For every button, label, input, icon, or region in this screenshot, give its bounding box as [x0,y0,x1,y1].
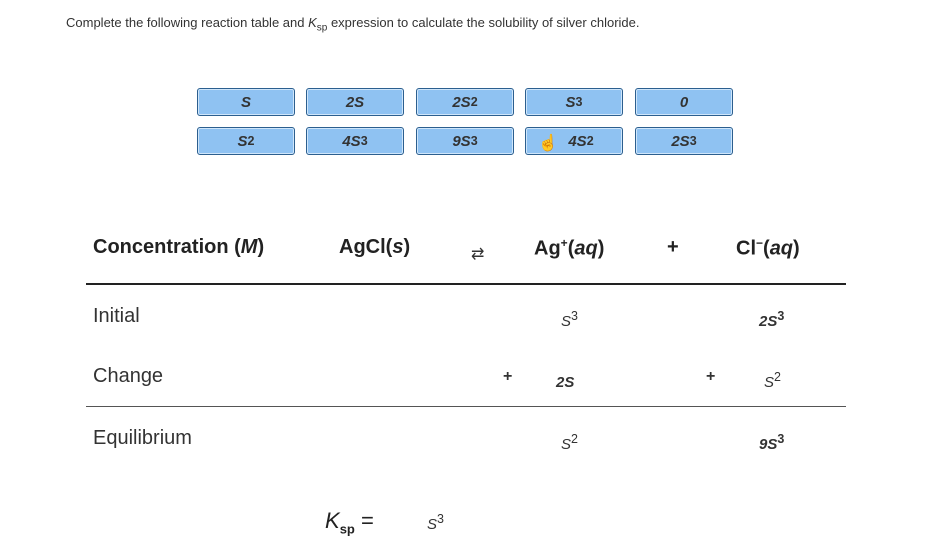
ksp-label: $K_{sp}$ = [325,508,374,537]
concentration-header: Concentration (M) [93,236,265,258]
hand-cursor-icon: ☝ [538,135,558,152]
tile-answer[interactable]: 4S 3 [306,127,404,155]
change-cl-sign: + [706,368,716,385]
row-label-initial: Initial [93,305,140,327]
drop-zone-equilibrium-cl[interactable]: $9S^3$ [759,432,785,453]
equilibrium-arrow-icon: ⇄ [471,246,485,263]
tile-answer[interactable]: ☝ 4S 2 [525,127,623,155]
row-label-change: Change [93,365,164,387]
row-label-equilibrium: Equilibrium [93,427,192,449]
change-divider [86,406,846,407]
tile-answer[interactable]: S 3 [525,88,623,116]
header-plus: + [667,236,679,258]
product-cl-ion: Cl−(aq) [736,236,800,260]
tile-answer[interactable]: 2S 3 [635,127,733,155]
tile-answer[interactable]: S [197,88,295,116]
tile-answer[interactable]: 9S 3 [416,127,514,155]
drop-zone-equilibrium-ag[interactable]: $S^2$ [561,432,578,453]
reactant-agcl: AgCl(s) [339,236,411,258]
tile-answer[interactable]: 2S 2 [416,88,514,116]
drop-zone-change-cl[interactable]: $S^2$ [764,370,781,391]
drop-zone-initial-cl[interactable]: $2S^3$ [759,309,785,330]
tile-answer[interactable]: 0 [635,88,733,116]
tile-answer[interactable]: 2S [306,88,404,116]
drop-zone-change-ag[interactable]: 2S [556,374,575,391]
drop-zone-ksp[interactable]: $S^3$ [427,512,444,533]
header-divider [86,283,846,285]
product-ag-ion: Ag+(aq) [534,236,605,260]
instruction-text: Complete the following reaction table and $K_{sp}$ expression to calculate the solubility of silver chloride. [66,15,640,34]
tile-answer[interactable]: S 2 [197,127,295,155]
drop-zone-initial-ag[interactable]: $S^3$ [561,309,578,330]
change-ag-sign: + [503,368,513,385]
